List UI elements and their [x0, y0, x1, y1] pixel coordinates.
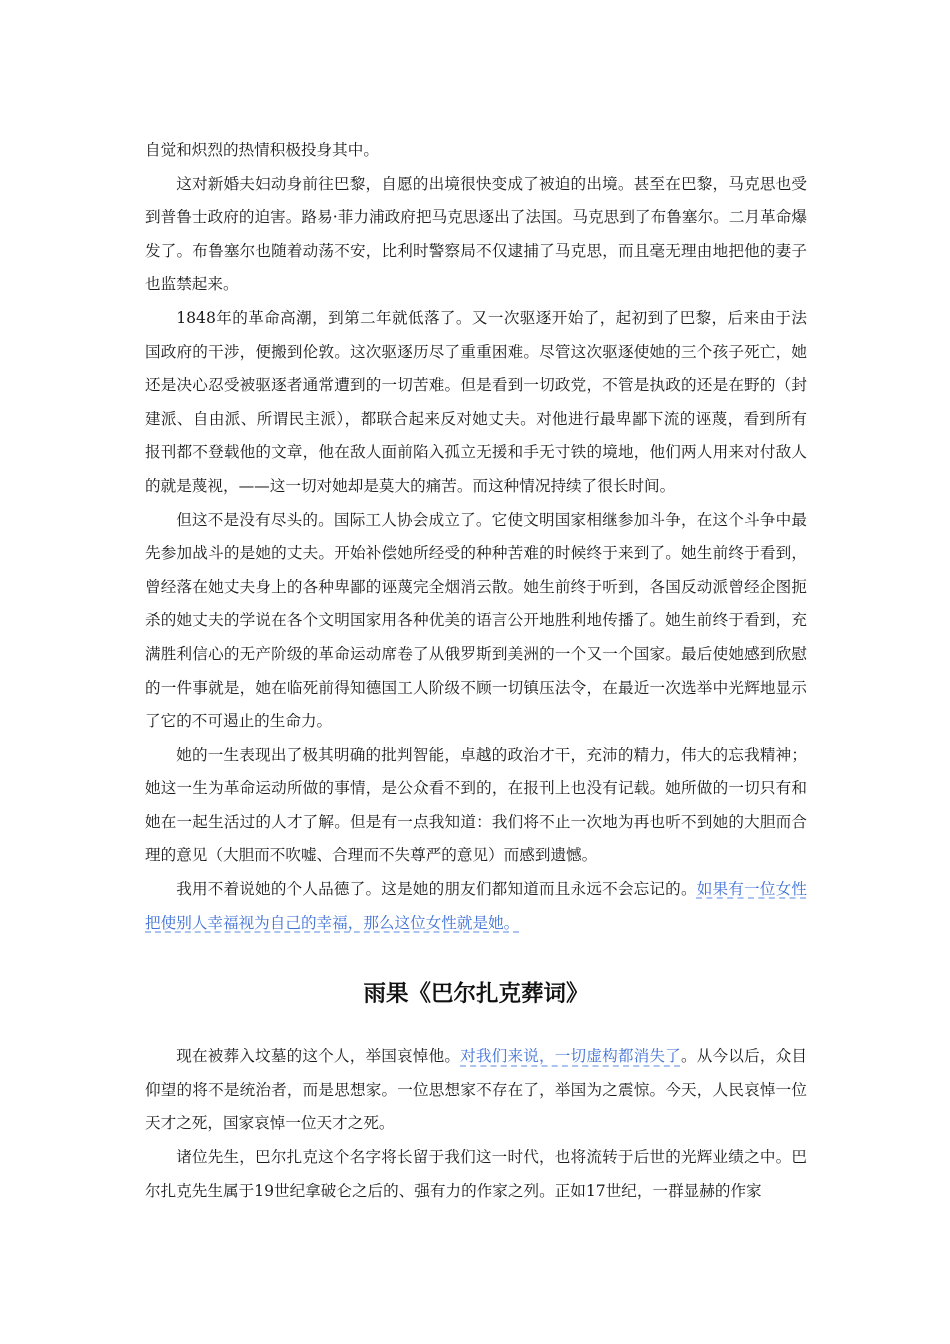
highlighted-sentence: 如果有一位女性把使别人幸福视为自己的幸福，那么这位女性就是她。 [145, 880, 807, 932]
virtue-text: 我用不着说她的个人品德了。这是她的朋友们都知道而且永远不会忘记的。 [176, 880, 697, 899]
highlighted-phrase: 对我们来说，一切虚构都消失了 [460, 1047, 681, 1066]
paragraph-paris-exile: 这对新婚夫妇动身前往巴黎，自愿的出境很快变成了被迫的出境。甚至在巴黎，马克思也受到普鲁士政府的迫害。路易·菲力浦政府把马克思逐出了法国。马克思到了布鲁塞尔。二月革命爆发了。布鲁塞尔也随着动荡不安，比利时警察局不仅逮捕了马克思，而且毫无理由地把他的妻子也监禁起来。 [145, 174, 807, 294]
section-heading: 雨果《巴尔扎克葬词》 [363, 981, 589, 1008]
eulogy-text-b: 。从今以后，众目仰望的将不是统治者，而是思想家。一位思想家不存在了，举国为之震惊。今天，人民哀悼一位天才之死，国家哀悼一位天才之死。 [145, 1047, 807, 1133]
paragraph-eulogy-opening [145, 1040, 807, 1141]
paragraph-personal-virtue [145, 873, 807, 940]
document-page [145, 134, 807, 1208]
eulogy-text-a: 现在被葬入坟墓的这个人，举国哀悼他。 [176, 1047, 461, 1066]
paragraph-international: 但这不是没有尽头的。国际工人协会成立了。它使文明国家相继参加斗争，在这个斗争中最先参加战斗的是她的丈夫。开始补偿她所经受的种种苦难的时候终于来到了。她生前终于看到，曾经落在她丈夫身上的各种卑鄙的诬蔑完全烟消云散。她生前终于听到，各国反动派曾经企图扼杀的她丈夫的学说在各个文明国家用各种优美的语言公开地胜利地传播了。她生前终于看到，充满胜利信心的无产阶级的革命运动席卷了从俄罗斯到美洲的一个又一个国家。最后使她感到欣慰的一件事就是，她在临死前得知德国工人阶级不顾一切镇压法令，在最近一次选举中光辉地显示了它的不可遏止的生命力。 [145, 510, 807, 731]
paragraph-1848-revolution: 1848年的革命高潮，到第二年就低落了。又一次驱逐开始了，起初到了巴黎，后来由于法国政府的干涉，便搬到伦敦。这次驱逐历尽了重重困难。尽管这次驱逐使她的三个孩子死亡，她还是决心忍受被驱逐者通常遭到的一切苦难。但是看到一切政党，不管是执政的还是在野的（封建派、自由派、所谓民主派），都联合起来反对她丈夫。对他进行最卑鄙下流的诬蔑，看到所有报刊都不登载他的文章，他在敌人面前陷入孤立无援和手无寸铁的境地，他们两人用来对付敌人的就是蔑视，——这一切对她却是莫大的痛苦。而这种情况持续了很长时间。 [145, 308, 807, 495]
paragraph-balzac-name: 诸位先生，巴尔扎克这个名字将长留于我们这一时代，也将流转于后世的光辉业绩之中。巴尔扎克先生属于19世纪拿破仑之后的、强有力的作家之列。正如17世纪，一群显赫的作家 [145, 1148, 807, 1200]
paragraph-her-life: 她的一生表现出了极其明确的批判智能，卓越的政治才干，充沛的精力，伟大的忘我精神；她这一生为革命运动所做的事情，是公众看不到的，在报刊上也没有记载。她所做的一切只有和她在一起生活过的人才了解。但是有一点我知道：我们将不止一次地为再也听不到她的大胆而合理的意见（大胆而不吹嘘、合理而不失尊严的意见）而感到遗憾。 [145, 745, 807, 865]
paragraph-continuation: 自觉和炽烈的热情积极投身其中。 [145, 141, 379, 159]
